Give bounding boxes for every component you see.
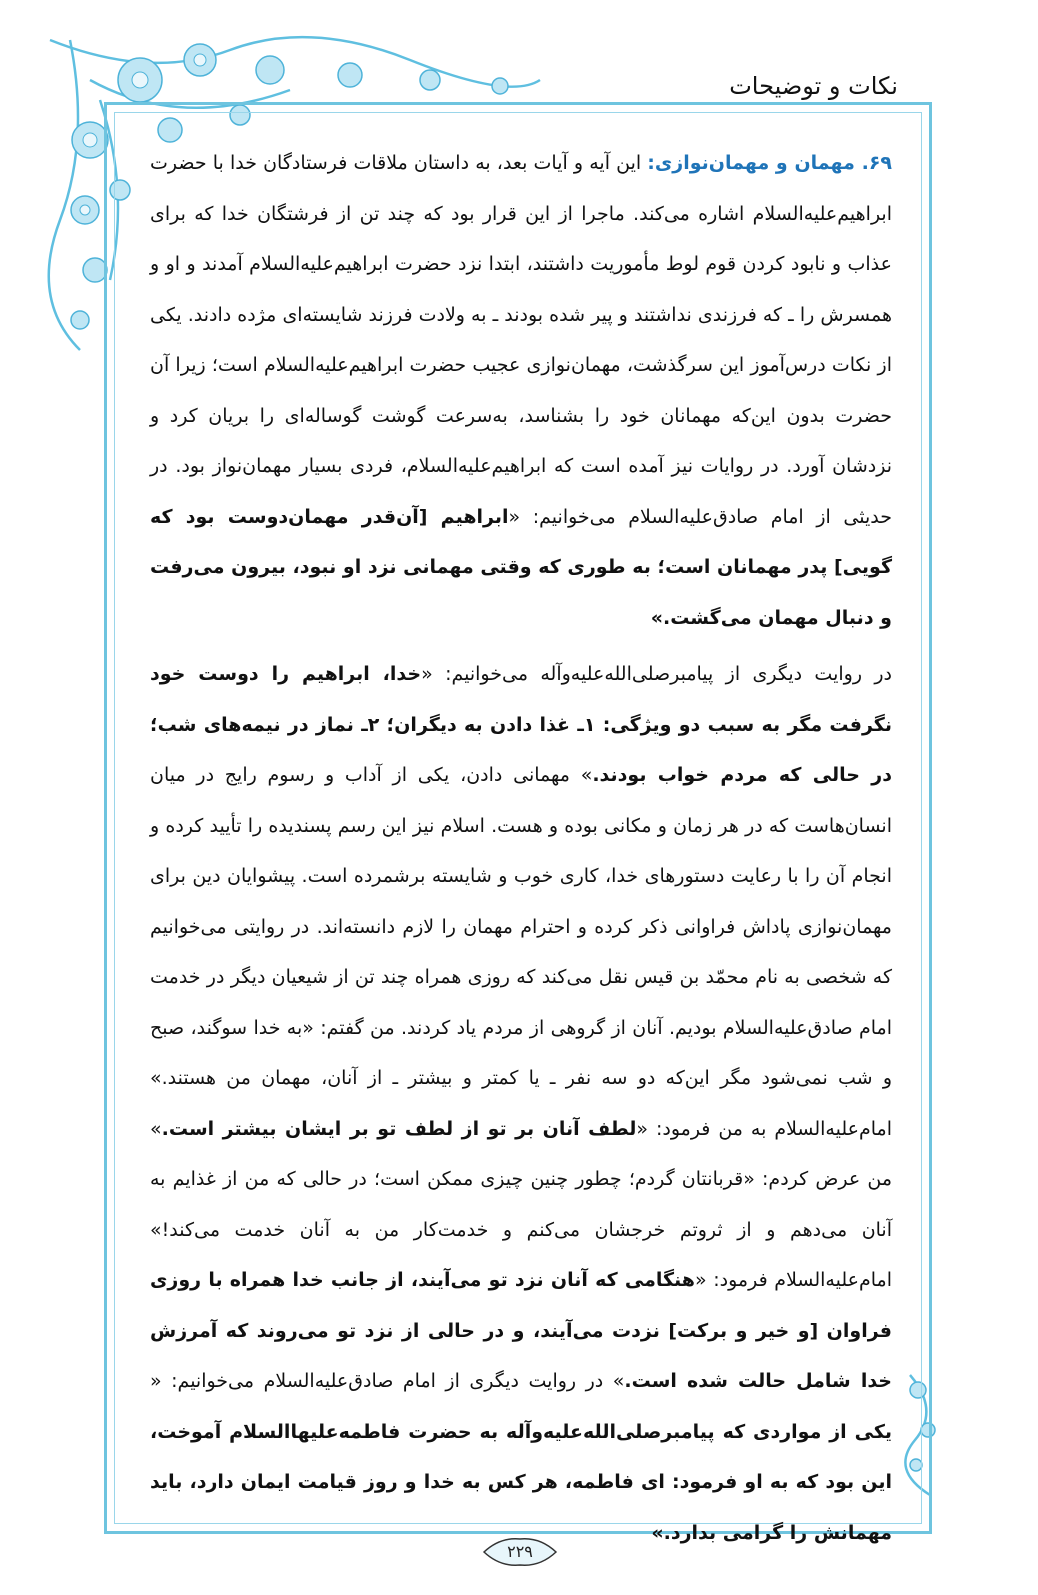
paragraph-1 — [150, 138, 892, 643]
hadith-quote: ابراهیم [آن‌قدر مهمان‌دوست بود که گویی] پدر مهمانان است؛ به طوری که وقتی مهمانی نزد او نبود، بیرون می‌رفت و دنبال مهمان می‌گشت.» — [150, 505, 892, 629]
paragraph-text: » مهمانی دادن، یکی از آداب و رسوم رایج در میان انسان‌هاست که در هر زمان و مکانی بوده و هست. اسلام نیز این رسم پسندیده را تأیید کرده و انجام آن را با رعایت دستورهای خدا، کاری خوب و شایسته برشمرده است. پیشوایان دین برای مهمان‌نوازی پاداش فراوانی ذکر کرده و احترام مهمان را لازم دانسته‌اند. در روایتی می‌خوانیم که شخصی به نام محمّد بن قیس نقل می‌کند که روزی همراه چند تن از شیعیان دیگر در خدمت امام صادق‌علیه‌السلام بودیم. آنان از گروهی از مردم یاد کردند. من گفتم: «به خدا سوگند، صبح و شب نمی‌شود مگر این‌که دو سه نفر ـ یا کمتر و بیشتر ـ از آنان، مهمان من هستند.» امام‌علیه‌السلام به من فرمود: « — [150, 764, 892, 1140]
paragraph-2 — [150, 649, 892, 1558]
hadith-quote: یکی از مواردی که پیامبرصلی‌الله‌علیه‌وآله به حضرت فاطمه‌علیهاالسلام آموخت، این بود که به او فرمود: ای فاطمه، هر کس به خدا و روز قیامت ایمان دارد، باید مهمانش را گرامی بدارد.» — [150, 1420, 892, 1544]
page-number: ۲۲۹ — [507, 1542, 533, 1561]
paragraph-text: » در روایت دیگری از امام صادق‌علیه‌السلام می‌خوانیم: « — [150, 1370, 625, 1392]
page-number-badge — [480, 1535, 560, 1569]
page-header-title: نکات و توضیحات — [729, 72, 898, 100]
hadith-quote: خدا، ابراهیم را دوست خود نگرفت مگر به سبب دو ویژگی: ۱ـ غذا دادن به دیگران؛ ۲ـ نماز در نیمه‌های شب؛ در حالی که مردم خواب بودند. — [150, 663, 892, 786]
section-number: ۶۹. — [861, 152, 893, 174]
hadith-quote: هنگامی که آنان نزد تو می‌آیند، از جانب خدا همراه با روزی فراوان [و خیر و برکت] نزدت می‌آیند، و در حالی از نزد تو می‌روند که آمرزش خدا شامل حالت شده است. — [150, 1269, 892, 1392]
paragraph-text: این آیه و آیات بعد، به داستان ملاقات فرستادگان خدا با حضرت ابراهیم‌علیه‌السلام اشاره می‌کند. ماجرا از این قرار بود که چند تن از فرشتگان خدا که برای عذاب و نابود کردن قوم لوط مأموریت داشتند، ابتدا نزد حضرت ابراهیم‌علیه‌السلام آمدند و او و همسرش را ـ که فرزندی نداشتند و پیر شده بودند ـ به ولادت فرزند شایسته‌ای مژده دادند. یکی از نکات درس‌آموز این سرگذشت، مهمان‌نوازی عجیب حضرت ابراهیم‌علیه‌السلام است؛ زیرا آن حضرت بدون این‌که مهمانان خود را بشناسد، به‌سرعت گوشت گوساله‌ای را بریان کرد و نزدشان آورد. در روایات نیز آمده است که ابراهیم‌علیه‌السلام، فردی بسیار مهمان‌نواز بود. در حدیثی از امام صادق‌علیه‌السلام می‌خوانیم: « — [150, 152, 892, 528]
page-body — [150, 138, 892, 1558]
hadith-quote: لطف آنان بر تو از لطف تو بر ایشان بیشتر است. — [161, 1117, 637, 1140]
paragraph-text: در روایت دیگری از پیامبرصلی‌الله‌علیه‌وآله می‌خوانیم: « — [421, 663, 892, 685]
section-title: مهمان و مهمان‌نوازی: — [647, 152, 855, 174]
paragraph-text: » من عرض کردم: «قربانتان گردم؛ چطور چنین چیزی ممکن است؛ در حالی که من از غذایم به آنان می‌دهم و از ثروتم خرجشان می‌کنم و خدمت‌کار من به آنان خدمت می‌کند!» امام‌علیه‌السلام فرمود: « — [150, 1117, 892, 1291]
section-heading — [647, 152, 892, 174]
